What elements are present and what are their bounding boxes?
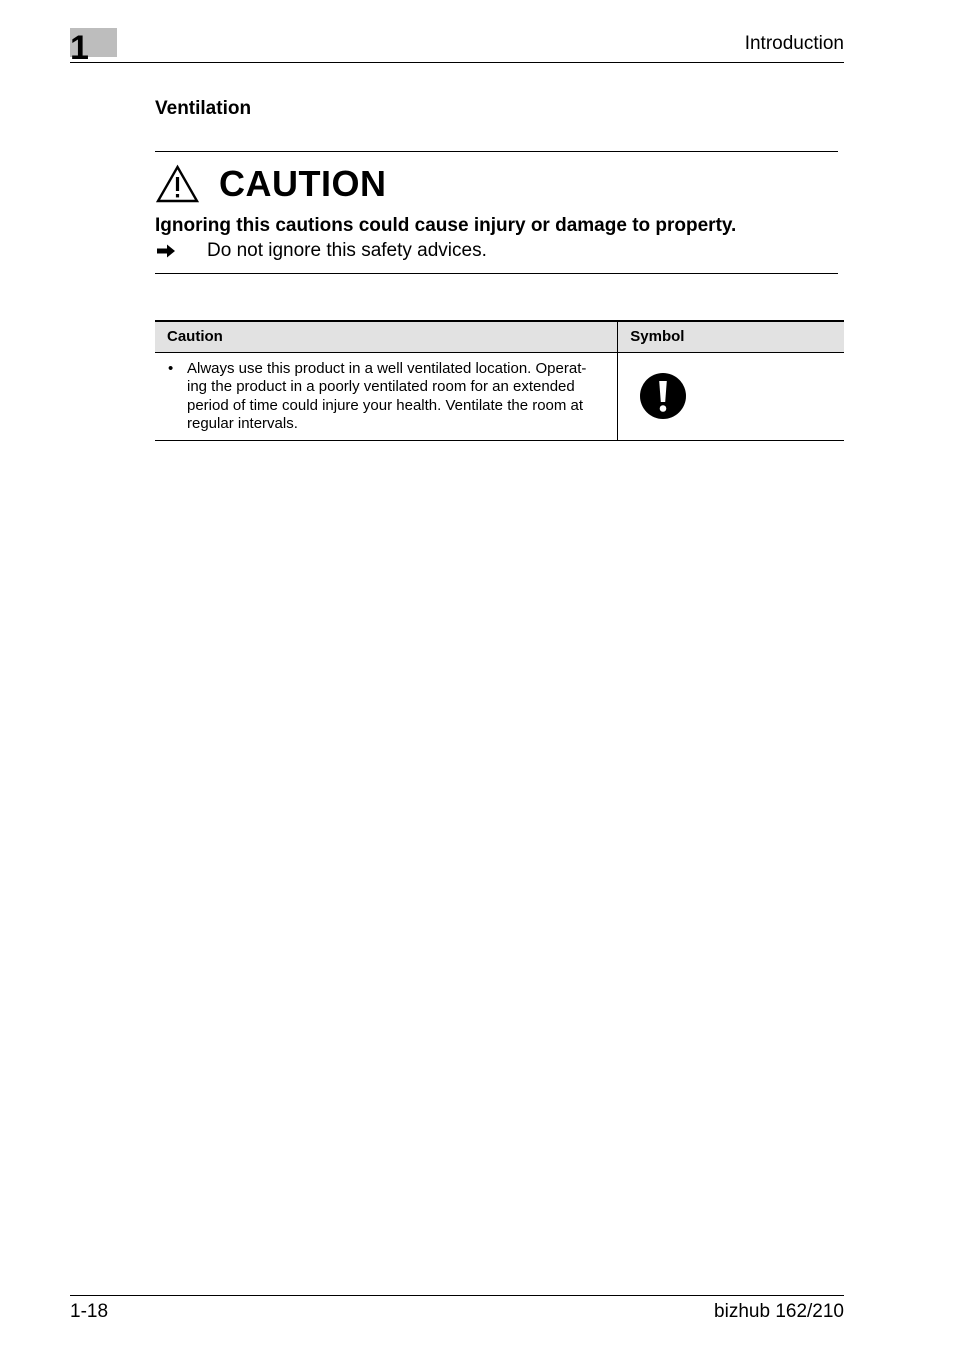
caution-label: CAUTION: [219, 163, 387, 204]
caution-cell: [155, 352, 618, 440]
page-number: 1-18: [70, 1301, 109, 1322]
footer-divider: [70, 1295, 844, 1296]
caution-text-line: period of time could injure your health. Ventilate the room at: [187, 396, 584, 414]
table-row: [155, 352, 844, 440]
chapter-number: 1: [70, 29, 89, 67]
bullet-item: [155, 353, 617, 440]
caution-text-line: regular intervals.: [187, 415, 298, 432]
arrow-right-icon: [155, 239, 177, 263]
caution-text-line: Always use this product in a well ventilated location. Operat-: [187, 359, 587, 377]
caution-statement: Ignoring this cautions could cause injury or damage to property.: [155, 215, 737, 236]
bullet-point: •: [168, 359, 174, 377]
header-divider: [70, 62, 844, 63]
symbol-cell: [618, 352, 844, 440]
column-header-caution: Caution: [155, 321, 618, 352]
caution-box: [155, 151, 838, 274]
section-title: Ventilation: [155, 98, 252, 119]
warning-triangle-icon: [155, 164, 200, 204]
column-header-symbol: Symbol: [618, 321, 844, 352]
table-header-row: [155, 321, 844, 352]
advice-text: Do not ignore this safety advices.: [207, 240, 487, 261]
caution-table: [155, 320, 844, 441]
caution-text-line: ing the product in a poorly ventilated room for an extended: [187, 378, 575, 395]
header-section-name: Introduction: [744, 33, 844, 54]
product-name: bizhub 162/210: [714, 1301, 844, 1322]
mandatory-exclamation-icon: [640, 373, 686, 419]
